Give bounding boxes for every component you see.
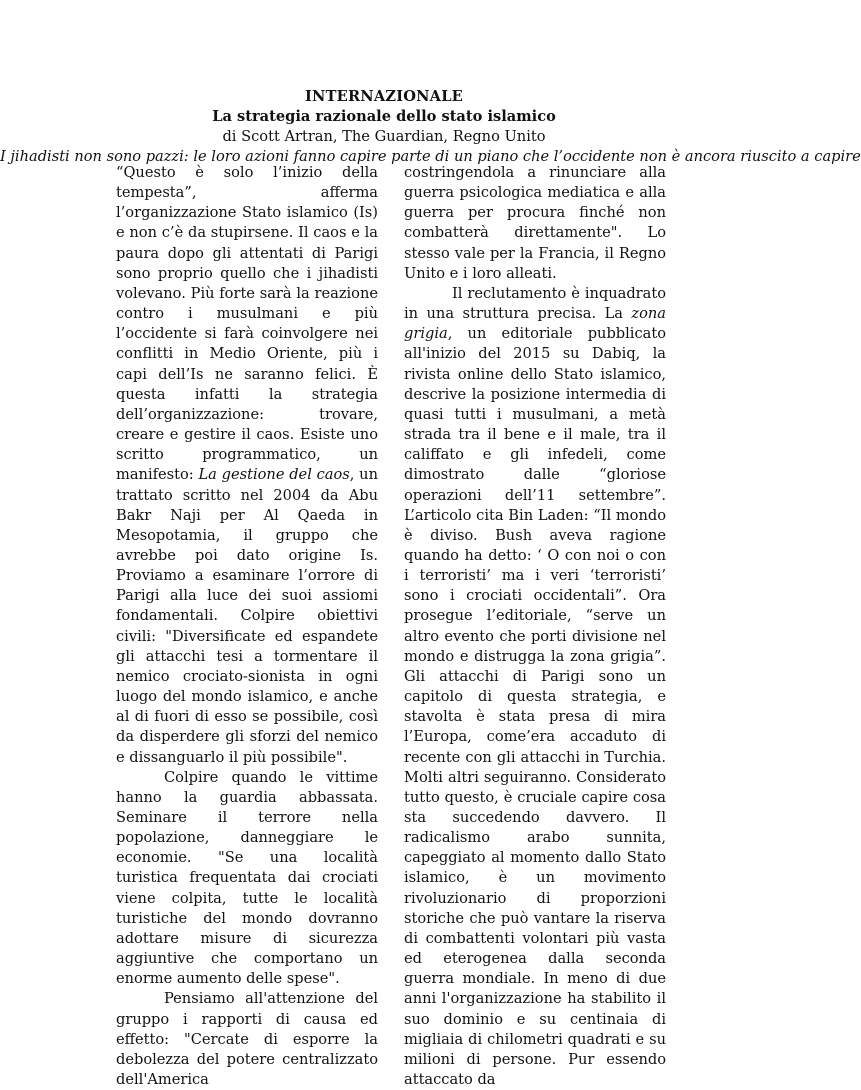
paragraph-text: “Questo è solo l’inizio della tempesta”, afferma l’organizzazione Stato islamico (Is) e non c’è da stupirsene. Il caos e la paura dopo gli attentati di Parigi sono proprio quello che i jihadisti volevano. Più forte sarà la reazione contro i musulmani e più l’occidente si farà coinvolgere nei conflitti in Medio Oriente, più i capi dell’Is ne saranno felici. È questa infatti la strategia dell’organizzazione: trovare, creare e gestire il caos. Esiste uno scritto programmatico, un manifesto: <box>116 164 378 484</box>
paragraph: Pensiamo all'attenzione del gruppo i rapporti di causa ed effetto: "Cercate di esporre la debolezza del potere centralizzato dell'America <box>116 990 378 1089</box>
book-title: La gestione del caos <box>198 466 350 484</box>
paragraph: costringendola a rinunciare alla guerra psicologica mediatica e alla guerra per procura finché non combatterà direttamente". Lo stesso vale per la Francia, il Regno Unito e i loro alleati. <box>404 164 666 282</box>
right-column <box>404 163 666 1090</box>
paragraph <box>404 284 666 1090</box>
left-column <box>116 163 378 1090</box>
editorial-title: zona grigia <box>404 305 666 343</box>
section-heading: INTERNAZIONALE <box>305 88 463 105</box>
article-title: La strategia razionale dello stato islamico <box>212 108 556 125</box>
article-header <box>0 87 861 167</box>
paragraph-text: , un trattato scritto nel 2004 da Abu Bakr Naji per Al Qaeda in Mesopotamia, il gruppo che avrebbe poi dato origine Is. Proviamo a esaminare l’orrore di Parigi alla luce dei suoi assiomi fondamentali. Colpire obiettivi civili: "Diversificate ed espandete gli attacchi tesi a tormentare il nemico crociato-sionista in ogni luogo del mondo islamico, e anche al di fuori di esso se possibile, così da disperdere gli sforzi del nemico e dissanguarlo il più possibile". <box>116 466 378 766</box>
article-subtitle: I jihadisti non sono pazzi: le loro azioni fanno capire parte di un piano che l’occidente non è ancora riuscito a capire <box>0 148 861 165</box>
paragraph-text: , un editoriale pubblicato all'inizio del 2015 su Dabiq, la rivista online dello Stato islamico, descrive la posizione intermedia di quasi tutti i musulmani, a metà strada tra il bene e il male, tra il califfato e gli infedeli, come dimostrato dalle “gloriose operazioni dell’11 settembre”. L’articolo cita Bin Laden: “Il mondo è diviso. Bush aveva ragione quando ha detto: ‘ O con noi o con i terroristi’ ma i veri ‘terroristi’ sono i crociati occidentali”. Ora prosegue l’editoriale, “serve un altro evento che porti divisione nel mondo e distrugga la zona grigia”. Gli attacchi di Parigi sono un capitolo di questa strategia, e stavolta è stata presa di mira l’Europa, come’era accaduto di recente con gli attacchi in Turchia. Molti altri seguiranno. Considerato tutto questo, è cruciale capire cosa sta succedendo davvero. Il radicalismo arabo sunnita, capeggiato al momento dallo Stato islamico, è un movimento rivoluzionario di proporzioni storiche che può vantare la riserva di combattenti volontari più vasta ed eterogenea dalla seconda guerra mondiale. In meno di due anni l'organizzazione ha stabilito il suo dominio e su centinaia di migliaia di chilometri quadrati e su milioni di persone. Pur essendo attaccato da <box>404 325 666 1089</box>
paragraph: Colpire quando le vittime hanno la guardia abbassata. Seminare il terrore nella popolazione, danneggiare le economie. "Se una località turistica frequentata dai crociati viene colpita, tutte le località turistiche del mondo dovranno adottare misure di sicurezza aggiuntive che comportano un enorme aumento delle spese". <box>116 768 378 988</box>
paragraph-text: Il reclutamento è inquadrato in una struttura precisa. La <box>404 284 666 323</box>
article-byline: di Scott Artran, The Guardian, Regno Unito <box>222 128 546 145</box>
paragraph <box>116 163 378 768</box>
